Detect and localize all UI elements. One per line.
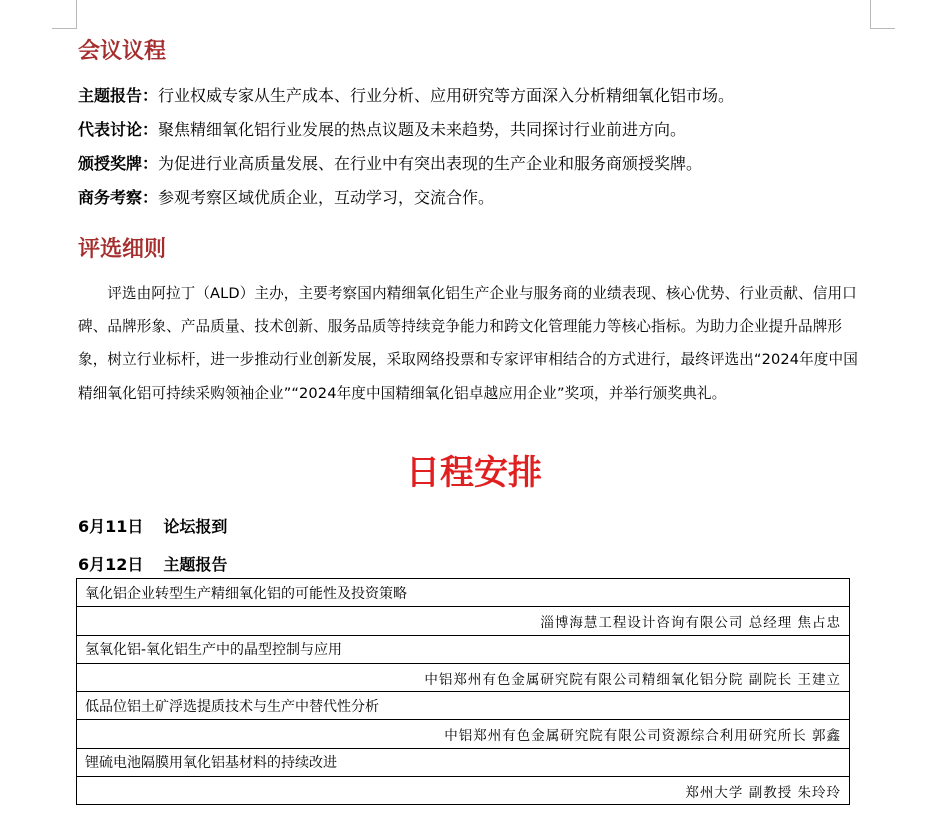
agenda-item-text: 聚焦精细氧化铝行业发展的热点议题及未来趋势，共同探讨行业前进方向。	[158, 120, 687, 139]
day-title: 主题报告	[163, 555, 228, 574]
agenda-item-label: 商务考察：	[78, 188, 159, 207]
agenda-item	[78, 79, 878, 113]
agenda-list	[78, 79, 878, 215]
agenda-heading: 会议议程	[78, 39, 167, 64]
selection-paragraph: 评选由阿拉丁（ALD）主办，主要考察国内精细氧化铝生产企业与服务商的业绩表现、核心优势、行业贡献、信用口碑、品牌形象、产品质量、技术创新、服务品质等持续竞争能力和跨文化管理能力等核心指标。为助力企业提升品牌形象，树立行业标杆，进一步推动行业创新发展，采取网络投票和专家评审相结合的方式进行，最终评选出“2024年度中国精细氧化铝可持续采购领袖企业”“2024年度中国精细氧化铝卓越应用企业”奖项，并举行颁奖典礼。	[78, 285, 858, 402]
talks-table	[76, 578, 850, 805]
day-date: 6月11日	[78, 517, 144, 536]
agenda-item	[78, 147, 878, 181]
table-row	[77, 663, 850, 691]
talk-speaker: 郑州大学 副教授 朱玲玲	[77, 777, 850, 805]
schedule-heading: 日程安排	[406, 453, 542, 493]
agenda-item-text: 行业权威专家从生产成本、行业分析、应用研究等方面深入分析精细氧化铝市场。	[158, 86, 735, 105]
talk-title: 锂硫电池隔膜用氧化铝基材料的持续改进	[77, 748, 850, 776]
table-row	[77, 579, 850, 607]
talk-title: 氢氧化铝-氧化铝生产中的晶型控制与应用	[77, 635, 850, 663]
agenda-item-label: 代表讨论：	[78, 120, 159, 139]
table-row	[77, 692, 850, 720]
talk-title: 低品位铝土矿浮选提质技术与生产中替代性分析	[77, 692, 850, 720]
talk-speaker: 中铝郑州有色金属研究院有限公司资源综合利用研究所长 郭鑫	[77, 720, 850, 748]
table-row	[77, 748, 850, 776]
table-row	[77, 720, 850, 748]
agenda-item-label: 颁授奖牌：	[78, 154, 159, 173]
agenda-item-label: 主题报告：	[78, 86, 159, 105]
table-row	[77, 777, 850, 805]
agenda-item-text: 参观考察区域优质企业，互动学习，交流合作。	[158, 188, 495, 207]
table-row	[77, 635, 850, 663]
selection-heading: 评选细则	[78, 237, 167, 262]
agenda-item	[78, 181, 878, 215]
day-title: 论坛报到	[163, 517, 228, 536]
talk-speaker: 中铝郑州有色金属研究院有限公司精细氧化铝分院 副院长 王建立	[77, 663, 850, 691]
talk-title: 氧化铝企业转型生产精细氧化铝的可能性及投资策略	[77, 579, 850, 607]
day-date: 6月12日	[78, 555, 144, 574]
page-corner-mark-left	[52, 0, 77, 29]
talk-speaker: 淄博海慧工程设计咨询有限公司 总经理 焦占忠	[77, 607, 850, 635]
schedule-day	[78, 552, 227, 578]
table-row	[77, 607, 850, 635]
page-corner-mark-right	[870, 0, 895, 29]
schedule-day	[78, 514, 227, 540]
agenda-item-text: 为促进行业高质量发展、在行业中有突出表现的生产企业和服务商颁授奖牌。	[158, 154, 703, 173]
agenda-item	[78, 113, 878, 147]
